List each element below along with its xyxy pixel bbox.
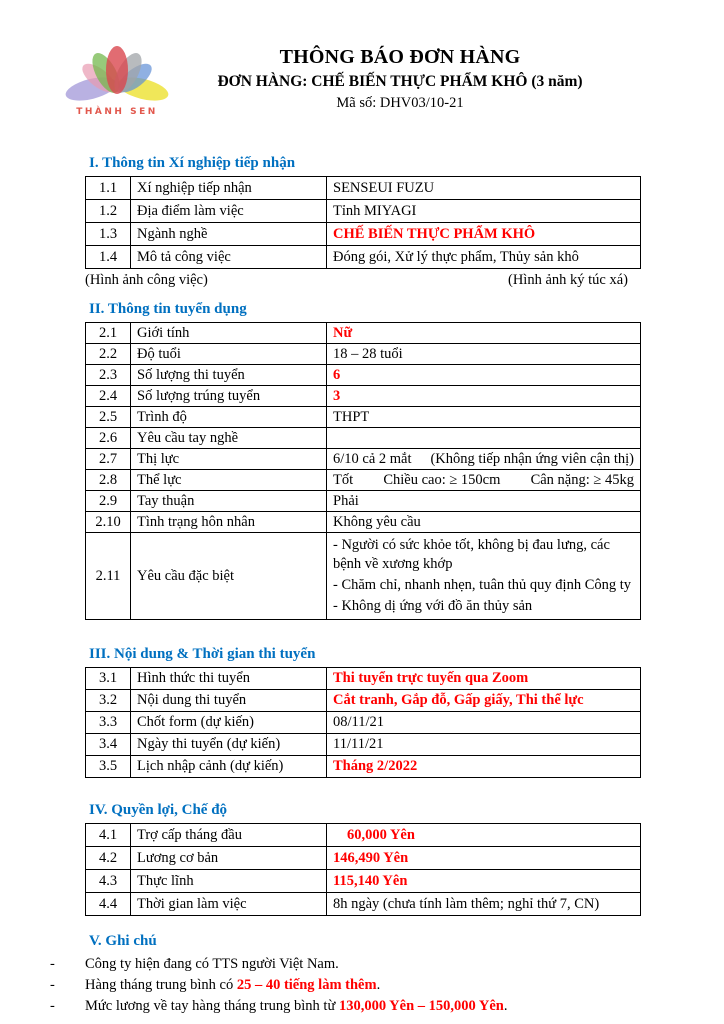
table-row [86, 407, 641, 428]
note-item [47, 996, 641, 1017]
row-number: 1.2 [86, 200, 131, 223]
row-label: Hình thức thi tuyển [131, 668, 327, 690]
value-text: 08/11/21 [333, 714, 385, 730]
note-dash-marker: - [50, 977, 55, 993]
row-label: Mô tả công việc [131, 246, 327, 269]
row-label: Yêu cầu đặc biệt [131, 533, 327, 620]
value-text: Không yêu cầu [333, 513, 421, 530]
row-number: 3.2 [86, 690, 131, 712]
note-item [47, 954, 641, 975]
table-row [86, 246, 641, 269]
row-number: 2.9 [86, 491, 131, 512]
section-iv [85, 802, 641, 916]
table-row [86, 449, 641, 470]
value-line [333, 366, 634, 385]
table-row [86, 824, 641, 847]
value-text: Tháng 2/2022 [333, 758, 418, 774]
note-dash-marker: - [50, 956, 55, 972]
row-number: 1.1 [86, 177, 131, 200]
note-text [85, 954, 641, 975]
row-number: 2.7 [86, 449, 131, 470]
row-value [327, 491, 641, 512]
value-text: - Không dị ứng với đồ ăn thủy sản [333, 598, 533, 614]
value-line [333, 248, 634, 267]
row-label: Thời gian làm việc [131, 893, 327, 916]
value-text: Nữ [333, 324, 353, 341]
info-table [85, 667, 641, 778]
info-table [85, 823, 641, 916]
row-value [327, 428, 641, 449]
value-line [333, 713, 634, 732]
value-text: 8h ngày (chưa tính làm thêm; nghỉ thứ 7, CN) [333, 895, 600, 912]
value-line [333, 596, 634, 617]
value-text: 18 – 28 tuổi [333, 345, 403, 362]
row-value [327, 668, 641, 690]
row-label: Trình độ [131, 407, 327, 428]
table-row [86, 712, 641, 734]
row-value [327, 734, 641, 756]
row-number: 4.2 [86, 847, 131, 870]
table-row [86, 491, 641, 512]
row-label: Xí nghiệp tiếp nhận [131, 177, 327, 200]
note-span: 25 – 40 tiếng làm thêm [236, 977, 377, 993]
value-text: 146,490 Yên [333, 849, 409, 866]
table-row [86, 512, 641, 533]
row-number: 2.5 [86, 407, 131, 428]
table-row [86, 734, 641, 756]
row-number: 4.1 [86, 824, 131, 847]
value-text: THPT [333, 408, 370, 425]
section-heading: II. Thông tin tuyển dụng [89, 301, 247, 317]
row-label: Số lượng thi tuyển [131, 365, 327, 386]
table-row [86, 870, 641, 893]
order-code: Mã số: DHV03/10-21 [336, 95, 464, 111]
section-ii [85, 301, 641, 620]
row-label: Thực lĩnh [131, 870, 327, 893]
row-label: Thể lực [131, 470, 327, 491]
value-line [333, 757, 634, 776]
row-value [327, 344, 641, 365]
document-body [50, 155, 641, 1017]
section-heading: III. Nội dung & Thời gian thi tuyển [89, 646, 316, 662]
note-dash-marker: - [50, 998, 55, 1014]
table-row [86, 756, 641, 778]
value-line [333, 179, 634, 198]
row-value [327, 893, 641, 916]
value-text: 6/10 cả 2 mắt [333, 450, 412, 467]
value-lines [333, 533, 634, 619]
image-captions [85, 272, 641, 289]
row-number: 3.4 [86, 734, 131, 756]
table-row [86, 223, 641, 246]
value-text: 3 [333, 387, 341, 404]
table-row [86, 428, 641, 449]
row-label: Giới tính [131, 323, 327, 344]
caption-left: (Hình ảnh công việc) [85, 272, 208, 288]
row-number: 1.4 [86, 246, 131, 269]
value-line [333, 408, 634, 427]
value-text: (Không tiếp nhận ứng viên cận thị) [430, 450, 634, 467]
value-text: - Chăm chỉ, nhanh nhẹn, tuân thủ quy định Công ty [333, 577, 632, 593]
value-line [333, 202, 634, 221]
row-value [327, 386, 641, 407]
table-row [86, 365, 641, 386]
note-span: Mức lương về tay hàng tháng trung bình từ [85, 998, 339, 1014]
row-label: Thị lực [131, 449, 327, 470]
value-text: Cắt tranh, Gắp đỗ, Gấp giấy, Thi thể lực [333, 692, 584, 708]
section-v [50, 933, 641, 1017]
table-row [86, 386, 641, 407]
row-label: Yêu cầu tay nghề [131, 428, 327, 449]
caption-right: (Hình ảnh ký túc xá) [508, 272, 628, 288]
table-row [86, 323, 641, 344]
row-value [327, 533, 641, 620]
value-line [333, 691, 634, 710]
table-row [86, 668, 641, 690]
value-text: 60,000 Yên [347, 826, 415, 843]
note-span: . [503, 998, 508, 1014]
value-text: CHẾ BIẾN THỰC PHẨM KHÔ [333, 225, 536, 242]
value-text: 115,140 Yên [333, 872, 408, 889]
row-value [327, 177, 641, 200]
row-label: Số lượng trúng tuyển [131, 386, 327, 407]
row-label: Tình trạng hôn nhân [131, 512, 327, 533]
row-value [327, 223, 641, 246]
row-label: Địa điểm làm việc [131, 200, 327, 223]
table-row [86, 893, 641, 916]
note-text [85, 996, 641, 1017]
value-line [333, 826, 634, 845]
row-number: 4.4 [86, 893, 131, 916]
row-value [327, 365, 641, 386]
row-value [327, 756, 641, 778]
note-item [47, 975, 641, 996]
row-value [327, 870, 641, 893]
value-line [333, 492, 634, 511]
section-iii [85, 646, 641, 778]
row-value [327, 690, 641, 712]
row-value [327, 470, 641, 491]
table-row [86, 200, 641, 223]
value-line [333, 225, 634, 244]
row-number: 2.11 [86, 533, 131, 620]
value-line [333, 872, 634, 891]
row-number: 2.1 [86, 323, 131, 344]
row-number: 2.10 [86, 512, 131, 533]
row-value [327, 824, 641, 847]
row-number: 4.3 [86, 870, 131, 893]
value-line [333, 471, 634, 490]
note-text [85, 975, 641, 996]
value-text: Thi tuyển trực tuyến qua Zoom [333, 670, 529, 686]
value-text: Phải [333, 492, 359, 509]
row-label: Trợ cấp tháng đầu [131, 824, 327, 847]
value-line [333, 345, 634, 364]
value-text: - Người có sức khỏe tốt, không bị đau lưng, các bệnh về xương khớp [333, 537, 610, 572]
value-line [333, 669, 634, 688]
company-logo [56, 42, 178, 117]
value-line [333, 895, 634, 914]
page-title: THÔNG BÁO ĐƠN HÀNG [279, 46, 521, 68]
row-value [327, 449, 641, 470]
lotus-icon [61, 42, 173, 106]
row-number: 2.4 [86, 386, 131, 407]
value-text: Tỉnh MIYAGI [333, 202, 417, 219]
info-table [85, 176, 641, 269]
row-label: Lịch nhập cảnh (dự kiến) [131, 756, 327, 778]
value-line [333, 387, 634, 406]
row-label: Nội dung thi tuyển [131, 690, 327, 712]
row-value [327, 246, 641, 269]
section-heading: I. Thông tin Xí nghiệp tiếp nhận [89, 155, 296, 171]
page-subtitle: ĐƠN HÀNG: CHẾ BIẾN THỰC PHẨM KHÔ (3 năm) [217, 73, 583, 90]
table-row [86, 847, 641, 870]
value-text: Chiều cao: ≥ 150cm [383, 471, 501, 488]
row-label: Ngày thi tuyển (dự kiến) [131, 734, 327, 756]
row-label: Tay thuận [131, 491, 327, 512]
info-table [85, 322, 641, 620]
row-value [327, 323, 641, 344]
row-value [327, 200, 641, 223]
row-number: 1.3 [86, 223, 131, 246]
brand-name: THÀNH SEN [76, 107, 158, 117]
value-line [333, 575, 634, 596]
table-row [86, 177, 641, 200]
row-number: 2.3 [86, 365, 131, 386]
value-text: Tốt [333, 471, 354, 488]
value-line [333, 513, 634, 532]
row-label: Ngành nghề [131, 223, 327, 246]
value-line [333, 735, 634, 754]
row-number: 3.1 [86, 668, 131, 690]
table-row [86, 470, 641, 491]
row-value [327, 407, 641, 428]
section-heading: IV. Quyền lợi, Chế độ [89, 802, 228, 818]
row-label: Lương cơ bản [131, 847, 327, 870]
row-number: 2.6 [86, 428, 131, 449]
value-text: Đóng gói, Xử lý thực phẩm, Thủy sản khô [333, 248, 579, 265]
value-line [333, 324, 634, 343]
value-text: 11/11/21 [333, 736, 384, 752]
value-line [333, 450, 634, 469]
row-number: 2.2 [86, 344, 131, 365]
row-label: Độ tuổi [131, 344, 327, 365]
section-heading: V. Ghi chú [89, 933, 157, 949]
table-row [86, 344, 641, 365]
value-text: Cân nặng: ≥ 45kg [530, 471, 634, 488]
row-value [327, 712, 641, 734]
table-row [86, 533, 641, 620]
table-row [86, 690, 641, 712]
note-span: . [376, 977, 381, 993]
value-line [333, 849, 634, 868]
note-span: Công ty hiện đang có TTS người Việt Nam. [85, 956, 339, 972]
row-value [327, 847, 641, 870]
value-line [333, 535, 634, 575]
row-number: 3.5 [86, 756, 131, 778]
row-number: 2.8 [86, 470, 131, 491]
value-text: SENSEUI FUZU [333, 179, 435, 196]
note-span: Hàng tháng trung bình có [85, 977, 237, 993]
note-span: 130,000 Yên – 150,000 Yên [338, 998, 504, 1014]
section-i [85, 155, 641, 289]
row-value [327, 512, 641, 533]
row-label: Chốt form (dự kiến) [131, 712, 327, 734]
value-text: 6 [333, 366, 341, 383]
row-number: 3.3 [86, 712, 131, 734]
